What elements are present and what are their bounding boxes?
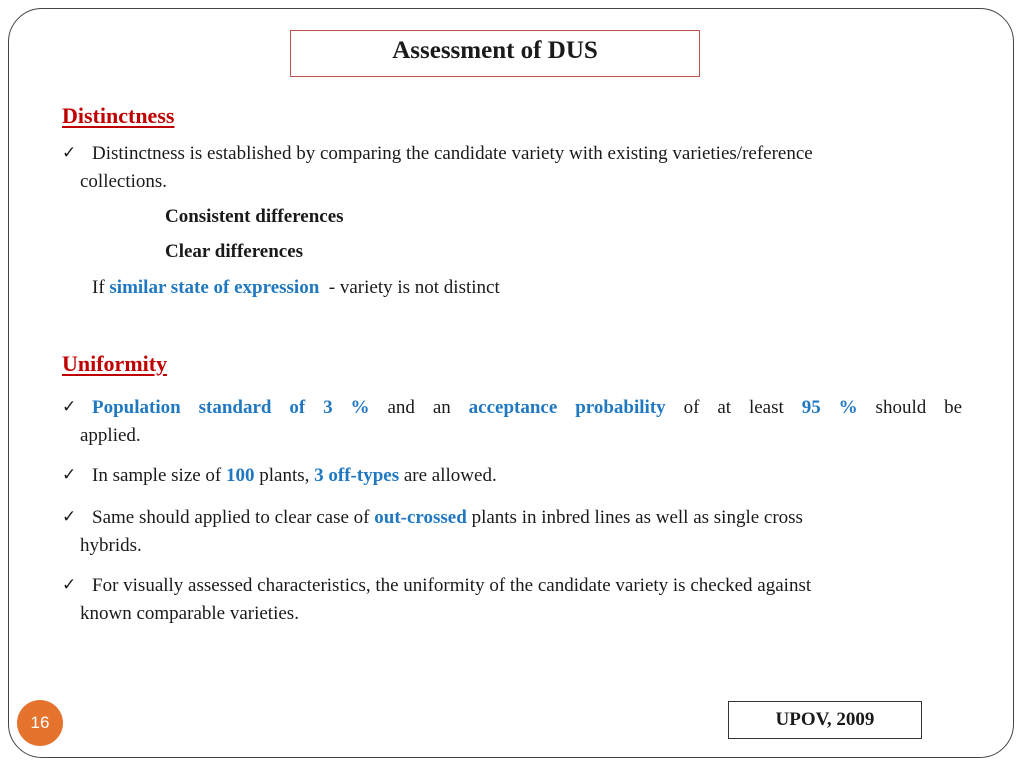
reference-box	[728, 701, 922, 739]
acceptance-probability-value: 95 %	[801, 397, 858, 418]
check-icon: ✓	[62, 507, 77, 526]
check-icon: ✓	[62, 143, 77, 162]
slide-title	[290, 30, 700, 77]
condition-prefix: If	[92, 277, 110, 298]
uniformity-bullet2	[92, 462, 497, 489]
consistent-differences: Consistent differences	[165, 206, 344, 227]
sample-size-value: 100	[226, 465, 255, 486]
distinctness-heading: Distinctness	[62, 103, 175, 128]
uniformity-bullet1-line2: applied.	[80, 425, 141, 446]
uniformity-bullet3-line1	[92, 504, 803, 531]
out-crossed: out-crossed	[374, 507, 467, 528]
clear-differences: Clear differences	[165, 241, 304, 262]
text-should-be: should be	[875, 397, 963, 418]
text-plants: plants,	[254, 465, 315, 486]
population-standard: Population standard of	[92, 397, 306, 418]
text-of-at-least: of at least	[683, 397, 784, 418]
uniformity-bullet4-line1: For visually assessed characteristics, the uniformity of the candidate variety is checked against	[92, 575, 812, 596]
distinctness-condition	[92, 274, 500, 301]
acceptance-probability: acceptance probability	[468, 397, 666, 418]
text-are-allowed: are allowed.	[399, 465, 497, 486]
check-icon: ✓	[62, 397, 77, 416]
check-icon: ✓	[62, 465, 77, 484]
condition-highlight: similar state of expression	[109, 277, 320, 298]
uniformity-heading: Uniformity	[62, 351, 168, 376]
text-and-an: and an	[387, 397, 451, 418]
population-standard-value: 3 %	[323, 397, 370, 418]
condition-suffix: - variety is not distinct	[319, 277, 500, 298]
uniformity-bullet1-line1	[92, 394, 962, 421]
distinctness-bullet-line2: collections.	[80, 171, 168, 192]
reference-text: UPOV, 2009	[775, 709, 875, 730]
text-same-should: Same should applied to clear case of	[92, 507, 375, 528]
check-icon: ✓	[62, 575, 77, 594]
slide-number: 16	[30, 713, 50, 732]
slide-number-badge	[17, 700, 63, 746]
uniformity-bullet4-line2: known comparable varieties.	[80, 603, 299, 624]
distinctness-bullet-line1: Distinctness is established by comparing the candidate variety with existing varieties/reference	[92, 143, 813, 164]
text-sample-size: In sample size of	[92, 465, 227, 486]
text-inbred-lines: plants in inbred lines as well as single cross	[466, 507, 803, 528]
uniformity-bullet3-line2: hybrids.	[80, 535, 142, 556]
off-types-value: 3 off-types	[314, 465, 400, 486]
slide-title-text: Assessment of DUS	[392, 37, 598, 64]
